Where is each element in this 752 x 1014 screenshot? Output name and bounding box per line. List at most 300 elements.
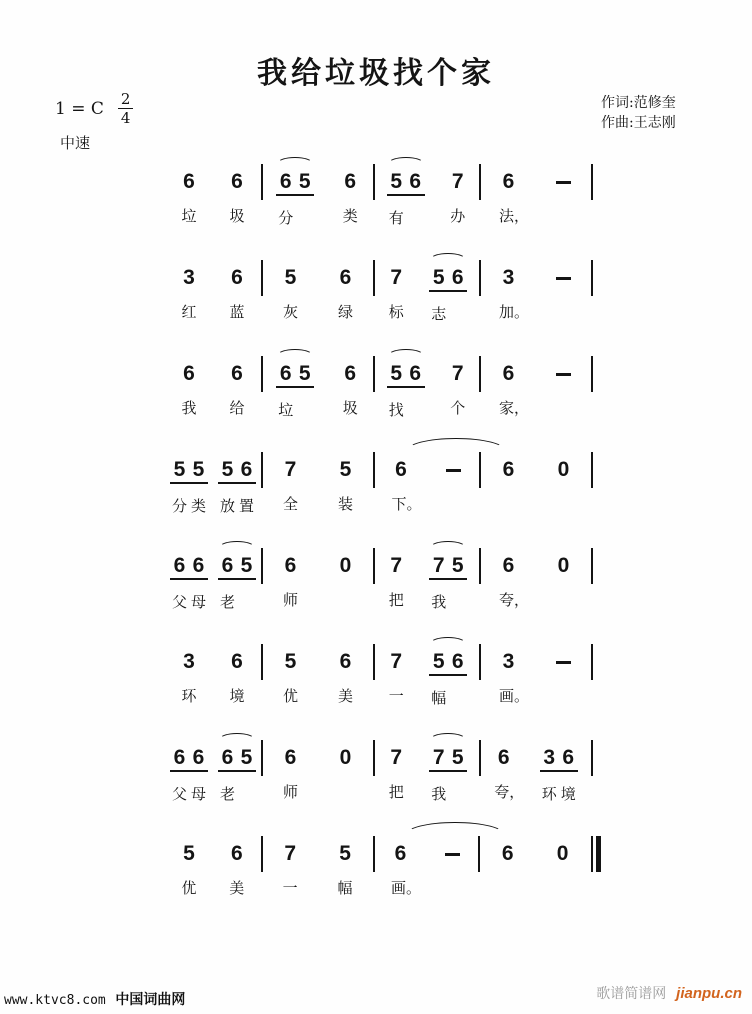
note-group xyxy=(387,553,406,610)
lyric xyxy=(448,687,467,708)
lyrics-row xyxy=(336,685,355,706)
lyric: 幅 xyxy=(337,879,353,897)
measure xyxy=(263,265,373,322)
note: 6 xyxy=(394,842,407,865)
notes-row xyxy=(554,457,573,482)
tie-arc xyxy=(405,822,504,848)
lyric: 把 xyxy=(388,783,404,801)
lyric: 垃 xyxy=(181,207,197,225)
final-barline xyxy=(591,836,601,872)
score-line xyxy=(165,553,601,617)
note: 5 xyxy=(451,554,464,577)
notes-row xyxy=(499,553,518,578)
note: 6 xyxy=(183,362,195,385)
score-line xyxy=(165,841,601,905)
lyrics-row xyxy=(429,783,467,804)
measure xyxy=(263,361,373,420)
note-group xyxy=(281,841,300,898)
key-signature: 1 = C xyxy=(55,98,104,119)
notes-row xyxy=(554,169,573,184)
lyric: 环 xyxy=(541,785,557,803)
slur-arc xyxy=(388,157,424,170)
measure xyxy=(165,169,261,226)
note: 6 xyxy=(231,170,243,193)
final-barline-thin xyxy=(591,836,593,872)
lyrics-row xyxy=(180,685,199,706)
score-line xyxy=(165,169,601,233)
note-group xyxy=(499,649,530,706)
notes-row xyxy=(387,265,406,290)
sustain-dash xyxy=(554,361,573,376)
lyrics-row xyxy=(336,493,355,514)
score-line xyxy=(165,745,601,809)
lyrics-row xyxy=(281,685,300,706)
note-group xyxy=(180,265,199,322)
time-signature-denominator: 4 xyxy=(120,109,131,127)
note: 6 xyxy=(192,746,205,769)
lyric: 分 xyxy=(171,497,187,515)
lyric: 我 xyxy=(181,399,197,417)
barline xyxy=(591,260,593,296)
lyric: 境 xyxy=(229,687,245,705)
notes-row xyxy=(281,265,300,290)
notes-row xyxy=(429,265,467,292)
lyrics-row xyxy=(387,685,406,706)
note: 5 xyxy=(221,458,234,481)
lyrics-row xyxy=(387,399,425,420)
note-group xyxy=(281,265,300,322)
footer-right-site-name: 歌谱简谱网 xyxy=(596,986,667,1002)
notes-row xyxy=(387,553,406,578)
note-group xyxy=(387,649,406,706)
score-line xyxy=(165,649,601,713)
note: 7 xyxy=(390,266,403,289)
note: 6 xyxy=(502,554,515,577)
note: 6 xyxy=(231,266,243,289)
note: 5 xyxy=(339,842,351,865)
lyrics-row xyxy=(341,205,360,226)
slur-arc xyxy=(219,733,255,746)
note: 7 xyxy=(390,746,403,769)
lyrics-row xyxy=(180,397,199,418)
note: 6 xyxy=(183,170,195,193)
lyric: 灰 xyxy=(282,303,298,321)
note: 6 xyxy=(231,650,243,673)
lyric: 美 xyxy=(337,687,353,705)
sustain-dash xyxy=(554,169,573,184)
lyric xyxy=(295,399,314,420)
note-group xyxy=(499,169,530,226)
lyrics-row xyxy=(170,591,208,612)
lyric: 环 xyxy=(181,687,197,705)
lyrics-row xyxy=(228,685,247,706)
note-group xyxy=(276,361,314,420)
note: 6 xyxy=(221,746,234,769)
note-group xyxy=(281,457,300,514)
time-signature-numerator: 2 xyxy=(118,90,134,109)
lyrics-row xyxy=(336,301,355,322)
note-group xyxy=(276,169,314,228)
notes-row xyxy=(276,169,314,196)
notes-row xyxy=(554,649,573,664)
notes-row xyxy=(228,361,247,386)
lyric: 办 xyxy=(450,207,466,225)
lyric: 母 xyxy=(190,593,206,611)
lyrics-row xyxy=(540,783,578,804)
lyric: 全 xyxy=(282,495,298,513)
lyric xyxy=(237,783,256,804)
notes-row xyxy=(180,361,199,386)
lyrics-row xyxy=(276,399,314,420)
measure xyxy=(263,457,373,514)
barline xyxy=(591,356,593,392)
final-barline-thick xyxy=(596,836,601,872)
slur-arc xyxy=(277,157,313,170)
lyric: 夸， xyxy=(499,591,530,609)
lyrics-row xyxy=(170,495,208,516)
note: 7 xyxy=(451,170,464,193)
note: 5 xyxy=(390,170,403,193)
note-group xyxy=(218,553,256,612)
note: 6 xyxy=(284,554,297,577)
notes-row xyxy=(499,649,518,674)
lyrics-row xyxy=(391,493,422,514)
note: 6 xyxy=(344,170,357,193)
slur-arc xyxy=(430,733,466,746)
lyrics-row xyxy=(228,301,247,322)
lyric: 画。 xyxy=(499,687,530,705)
notes-row xyxy=(281,841,300,866)
lyrics-row xyxy=(429,591,467,612)
notes-row xyxy=(218,553,256,580)
note: 6 xyxy=(240,458,253,481)
note-group xyxy=(554,361,573,376)
measure xyxy=(165,361,261,418)
lyrics-row xyxy=(387,589,406,610)
lyrics-row xyxy=(227,877,246,898)
lyric: 优 xyxy=(181,879,197,897)
note: 6 xyxy=(502,170,515,193)
note-group xyxy=(228,649,247,706)
dash-glyph xyxy=(446,469,461,472)
measure xyxy=(481,649,591,706)
note: 3 xyxy=(183,650,195,673)
notes-row xyxy=(281,649,300,674)
measure xyxy=(375,553,479,612)
measure xyxy=(481,745,591,804)
lyric: 垃 xyxy=(278,401,294,419)
lyric: 把 xyxy=(388,591,404,609)
note: 5 xyxy=(339,458,352,481)
note-group xyxy=(540,745,578,804)
lyric: 老 xyxy=(219,593,235,611)
note: 6 xyxy=(502,362,515,385)
measure xyxy=(481,457,591,482)
notes-row xyxy=(554,265,573,280)
lyric: 给 xyxy=(229,399,245,417)
notes-row xyxy=(341,361,360,386)
notes-row xyxy=(499,361,518,386)
dash-glyph xyxy=(556,661,571,664)
slur-arc xyxy=(430,253,466,266)
note-group xyxy=(228,361,247,418)
measure xyxy=(375,649,479,708)
lyric: 夸， xyxy=(494,783,525,801)
notes-row xyxy=(281,745,300,770)
note: 7 xyxy=(451,362,464,385)
notes-row xyxy=(218,457,256,484)
lyrics-row xyxy=(429,303,467,324)
note-group xyxy=(170,457,208,516)
measure xyxy=(375,457,479,514)
note: 6 xyxy=(451,266,464,289)
barline xyxy=(591,548,593,584)
note-group xyxy=(387,361,425,420)
lyric xyxy=(448,591,467,612)
note: 6 xyxy=(231,362,243,385)
note-group xyxy=(554,457,573,482)
note: 6 xyxy=(221,554,234,577)
notes-row xyxy=(180,169,199,194)
note: 6 xyxy=(192,554,205,577)
note: 5 xyxy=(432,266,445,289)
lyric: 找 xyxy=(388,401,404,419)
lyric: 父 xyxy=(171,785,187,803)
note-group xyxy=(387,265,406,322)
lyric: 师 xyxy=(282,783,298,801)
tempo-marking: 中速 xyxy=(60,134,91,152)
note-group xyxy=(554,553,573,578)
note: 7 xyxy=(284,842,297,865)
lyric: 类 xyxy=(342,207,358,225)
note-group xyxy=(429,553,467,612)
notes-row xyxy=(499,457,518,482)
footer-right-watermark xyxy=(596,983,742,1003)
notes-row xyxy=(429,745,467,772)
lyric: 圾 xyxy=(342,399,358,417)
measure xyxy=(165,265,261,322)
notes-row xyxy=(387,361,425,388)
note: 6 xyxy=(284,746,297,769)
score-line xyxy=(165,361,601,425)
lyrics-row xyxy=(276,207,314,228)
note: 5 xyxy=(173,458,186,481)
notes-row xyxy=(499,265,518,290)
note-group xyxy=(554,265,573,280)
notes-row xyxy=(553,841,572,866)
note-group xyxy=(429,649,467,708)
note: 7 xyxy=(284,458,297,481)
note: 6 xyxy=(344,362,357,385)
note: 6 xyxy=(497,746,510,769)
lyrics-row xyxy=(499,397,530,418)
footer-site-logo: jianpu.cn xyxy=(676,985,742,1002)
measure xyxy=(165,841,261,898)
note: 6 xyxy=(502,458,515,481)
lyric: 母 xyxy=(190,785,206,803)
notes-row xyxy=(276,361,314,388)
lyrics-row xyxy=(281,493,300,514)
measure xyxy=(375,361,479,420)
dash-glyph xyxy=(556,277,571,280)
notes-row xyxy=(387,649,406,674)
notes-row xyxy=(387,169,425,196)
lyric: 圾 xyxy=(229,207,245,225)
note: 6 xyxy=(501,842,514,865)
barline xyxy=(591,644,593,680)
notes-row xyxy=(387,745,406,770)
lyric: 类 xyxy=(190,497,206,515)
measure xyxy=(165,457,261,516)
note-group xyxy=(429,745,467,804)
barline xyxy=(591,164,593,200)
lyrics-row xyxy=(499,685,530,706)
notes-row xyxy=(281,457,300,482)
note-group xyxy=(448,169,467,226)
lyrics-row xyxy=(281,877,300,898)
rest-note: 0 xyxy=(339,554,352,577)
notes-row xyxy=(336,553,355,578)
slur-arc xyxy=(388,349,424,362)
note-group xyxy=(391,457,422,514)
lyric: 幅 xyxy=(431,689,447,707)
note-group xyxy=(554,649,573,664)
lyrics-row xyxy=(218,783,256,804)
lyrics-row xyxy=(429,687,467,708)
lyrics-row xyxy=(387,301,406,322)
note: 7 xyxy=(432,746,445,769)
note-group xyxy=(281,553,300,610)
sustain-dash xyxy=(554,649,573,664)
notes-row xyxy=(448,169,467,194)
note-group xyxy=(281,745,300,802)
lyric: 置 xyxy=(238,497,254,515)
lyricist-credit: 作词:范修奎 xyxy=(601,95,676,111)
note-group xyxy=(218,745,256,804)
measure xyxy=(481,361,591,418)
note-group xyxy=(228,265,247,322)
note-group xyxy=(499,265,530,322)
notes-row xyxy=(336,265,355,290)
note-group xyxy=(494,745,525,802)
measure xyxy=(375,265,479,324)
lyrics-row xyxy=(494,781,525,802)
note-group xyxy=(499,457,518,482)
notes-row xyxy=(180,649,199,674)
notes-row xyxy=(494,745,513,770)
barline xyxy=(591,452,593,488)
note-group xyxy=(170,553,208,612)
note-group xyxy=(336,457,355,514)
note: 5 xyxy=(192,458,205,481)
notes-row xyxy=(429,649,467,676)
note: 5 xyxy=(451,746,464,769)
notes-row xyxy=(554,553,573,578)
note: 5 xyxy=(390,362,403,385)
lyric xyxy=(448,303,467,324)
lyric xyxy=(406,207,425,228)
notes-row xyxy=(336,457,355,482)
lyrics-row xyxy=(179,877,198,898)
notes-row xyxy=(170,553,208,580)
note-group xyxy=(180,361,199,418)
lyrics-row xyxy=(228,205,247,226)
measure xyxy=(263,649,373,706)
notes-row xyxy=(228,265,247,290)
slur-arc xyxy=(219,541,255,554)
note-group xyxy=(341,169,360,226)
composer-credit: 作曲:王志刚 xyxy=(601,115,676,131)
lyric: 家， xyxy=(499,399,530,417)
note: 6 xyxy=(395,458,407,481)
measure xyxy=(263,553,373,610)
notes-row xyxy=(429,553,467,580)
measure xyxy=(375,169,479,228)
note-group xyxy=(218,457,256,516)
notes-row xyxy=(218,745,256,772)
measure xyxy=(165,745,261,804)
note: 3 xyxy=(502,650,515,673)
notes-row xyxy=(499,169,518,194)
notes-row xyxy=(170,457,208,484)
note-group xyxy=(180,169,199,226)
lyric: 红 xyxy=(181,303,197,321)
note-group xyxy=(281,649,300,706)
notes-row xyxy=(498,841,517,866)
note-group xyxy=(390,841,421,898)
note-group xyxy=(170,745,208,804)
lyrics-row xyxy=(228,397,247,418)
measure xyxy=(481,265,591,322)
lyric xyxy=(237,591,256,612)
lyrics-row xyxy=(499,301,530,322)
note: 3 xyxy=(183,266,195,289)
lyric: 分 xyxy=(278,209,294,227)
note-group xyxy=(180,649,199,706)
rest-note: 0 xyxy=(556,842,569,865)
note: 6 xyxy=(279,170,292,193)
lyric: 绿 xyxy=(337,303,353,321)
notes-row xyxy=(336,649,355,674)
lyric: 加。 xyxy=(499,303,530,321)
footer-left-site-name: 中国词曲网 xyxy=(115,992,186,1008)
note: 6 xyxy=(173,746,186,769)
lyrics-row xyxy=(499,589,530,610)
lyric: 我 xyxy=(431,593,447,611)
notes-row xyxy=(228,169,247,194)
measure xyxy=(165,649,261,706)
note-group xyxy=(553,841,572,866)
lyrics-row xyxy=(180,301,199,322)
lyric: 境 xyxy=(560,785,576,803)
note-group xyxy=(448,361,467,418)
slur-arc xyxy=(277,349,313,362)
notes-row xyxy=(179,841,198,866)
note: 5 xyxy=(298,170,311,193)
note-group xyxy=(336,745,355,770)
lyric xyxy=(406,399,425,420)
notes-row xyxy=(336,745,355,770)
notes-row xyxy=(391,841,410,866)
measure xyxy=(375,841,479,898)
note-group xyxy=(554,169,573,184)
rest-note: 0 xyxy=(557,554,570,577)
note-group xyxy=(179,841,198,898)
lyrics-row xyxy=(387,207,425,228)
measure xyxy=(263,745,373,802)
note-group xyxy=(499,553,530,610)
lyric: 蓝 xyxy=(229,303,245,321)
